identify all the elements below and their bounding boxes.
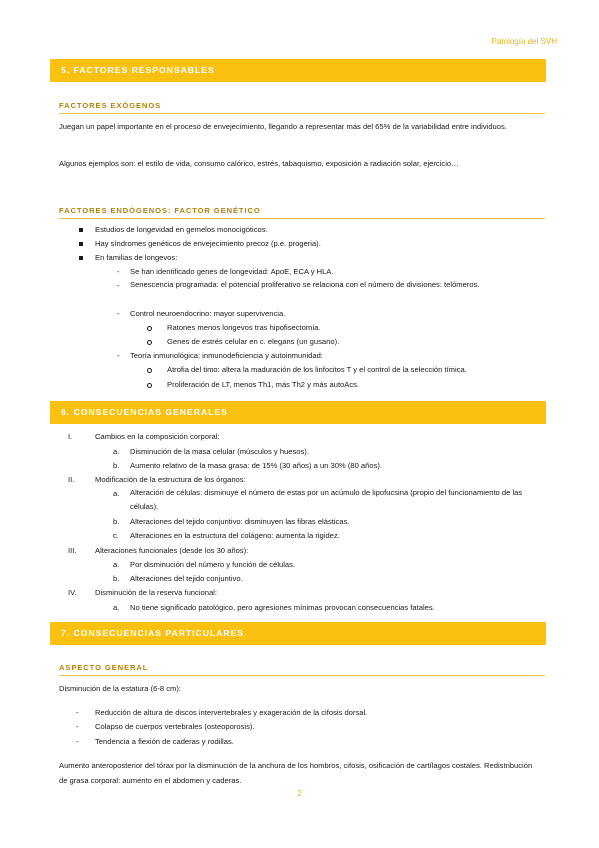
list-item: Cambios en la composición corporal: [95,432,220,441]
list-item: Se han identificado genes de longevidad: ApoE, ECA y HLA. [130,267,334,276]
list-item: Control neuroendocrino: mayor supervivencia. [130,309,286,318]
paragraph: Algunos ejemplos son: el estilo de vida, consumo calórico, estrés, tabaquismo, exposición a radiación solar, ejercicio… [59,159,459,168]
list-item: Alteración de células: disminuye el número de estas por un acúmulo de lipofucsina (propio del funcionamiento de las células). [130,488,523,511]
letter-marker: a. [113,560,120,569]
dash-marker: - [76,722,79,731]
list-item: Senescencia programada: el potencial proliferativo se relaciona con el número de divisiones: telómeros. [130,280,480,289]
list-item: Proliferación de LT, menos Th1, más Th2 y más autoAcs. [167,380,360,389]
bullet-circle-icon [147,340,152,345]
bullet-circle-icon [147,326,152,331]
bullet-circle-icon [147,383,152,388]
list-item: Ratones menos longevos tras hipofisectomía. [167,323,321,332]
list-item: Reducción de altura de discos intervertebrales y exageración de la cifosis dorsal. [95,708,368,717]
bullet-square-icon [79,242,83,246]
bullet-square-icon [79,228,83,232]
heading-rule [59,113,545,114]
dash-marker: - [117,309,120,318]
list-item: Estudios de longevidad en gemelos monocigóticos. [95,225,268,234]
paragraph: Aumento anteroposterior del tórax por la disminución de la anchura de los hombros, cifosis, osificación de cartílagos costales. Redistribución de grasa corporal: aumento en el abdomen y caderas. [59,761,533,785]
list-item: Aumento relativo de la masa grasa: de 15% (30 años) a un 30% (80 años). [130,461,383,470]
letter-marker: a. [113,489,120,498]
roman-numeral: IV. [68,588,77,597]
letter-marker: b. [113,574,120,583]
dash-marker: - [117,267,120,276]
list-item: En familias de longevos: [95,253,178,262]
list-item: Modificación de la estructura de los órganos: [95,475,246,484]
list-item: Por disminución del número y función de células. [130,560,296,569]
bullet-circle-icon [147,368,152,373]
list-item: No tiene significado patológico, pero agresiones mínimas provocan consecuencias fatales. [130,603,435,612]
list-item: Alteraciones del tejido conjuntivo. [130,574,243,583]
list-item: Alteraciones del tejido conjuntivo: disminuyen las fibras elásticas. [130,517,350,526]
section-5-heading: 5. FACTORES RESPONSABLES [50,59,546,82]
list-item: Genes de estrés celular en c. elegans (un gusano). [167,337,340,346]
exogenous-heading: FACTORES EXÓGENOS [59,101,162,110]
list-item: Hay síndromes genéticos de envejecimiento precoz (p.e. progeria). [95,239,321,248]
running-header: Patología del SVH [491,37,557,46]
roman-numeral: I. [68,432,73,441]
roman-numeral: II. [68,475,75,484]
roman-numeral: III. [68,546,77,555]
dash-marker: - [76,737,79,746]
list-item: Colapso de cuerpos vertebrales (osteoporosis). [95,722,255,731]
letter-marker: b. [113,461,120,470]
endogenous-heading: FACTORES ENDÓGENOS: FACTOR GENÉTICO [59,206,261,215]
list-item: Disminución de la masa celular (músculos y huesos). [130,447,309,456]
letter-marker: a. [113,603,120,612]
dash-marker: - [76,708,79,717]
bullet-square-icon [79,256,83,260]
dash-marker: - [117,281,120,290]
letter-marker: b. [113,517,120,526]
paragraph: Juegan un papel importante en el proceso de envejecimiento, llegando a representar más del 65% de la variabilidad entre individuos. [59,122,507,131]
heading-rule [59,218,545,219]
list-item: Disminución de la reserva funcional: [95,588,217,597]
section-6-heading: 6. CONSECUENCIAS GENERALES [50,401,546,424]
list-item: Tendencia a flexión de caderas y rodillas. [95,737,234,746]
list-item: Alteraciones en la estructura del colágeno: aumenta la rigidez. [130,531,340,540]
list-item: Teoría inmunológica: inmunodeficiencia y autoinmunidad: [130,351,323,360]
heading-rule [59,675,545,676]
dash-marker: - [117,351,120,360]
section-7-heading: 7. CONSECUENCIAS PARTICULARES [50,622,546,645]
letter-marker: c. [113,531,119,540]
letter-marker: a. [113,447,120,456]
list-item: Atrofia del timo: altera la maduración de los linfocitos T y el control de la selección tímica. [167,365,467,374]
paragraph: Disminución de la estatura (6-8 cm): [59,684,181,693]
page-number: 2 [297,789,302,798]
general-aspect-heading: ASPECTO GENERAL [59,663,149,672]
list-item: Alteraciones funcionales (desde los 30 años): [95,546,249,555]
